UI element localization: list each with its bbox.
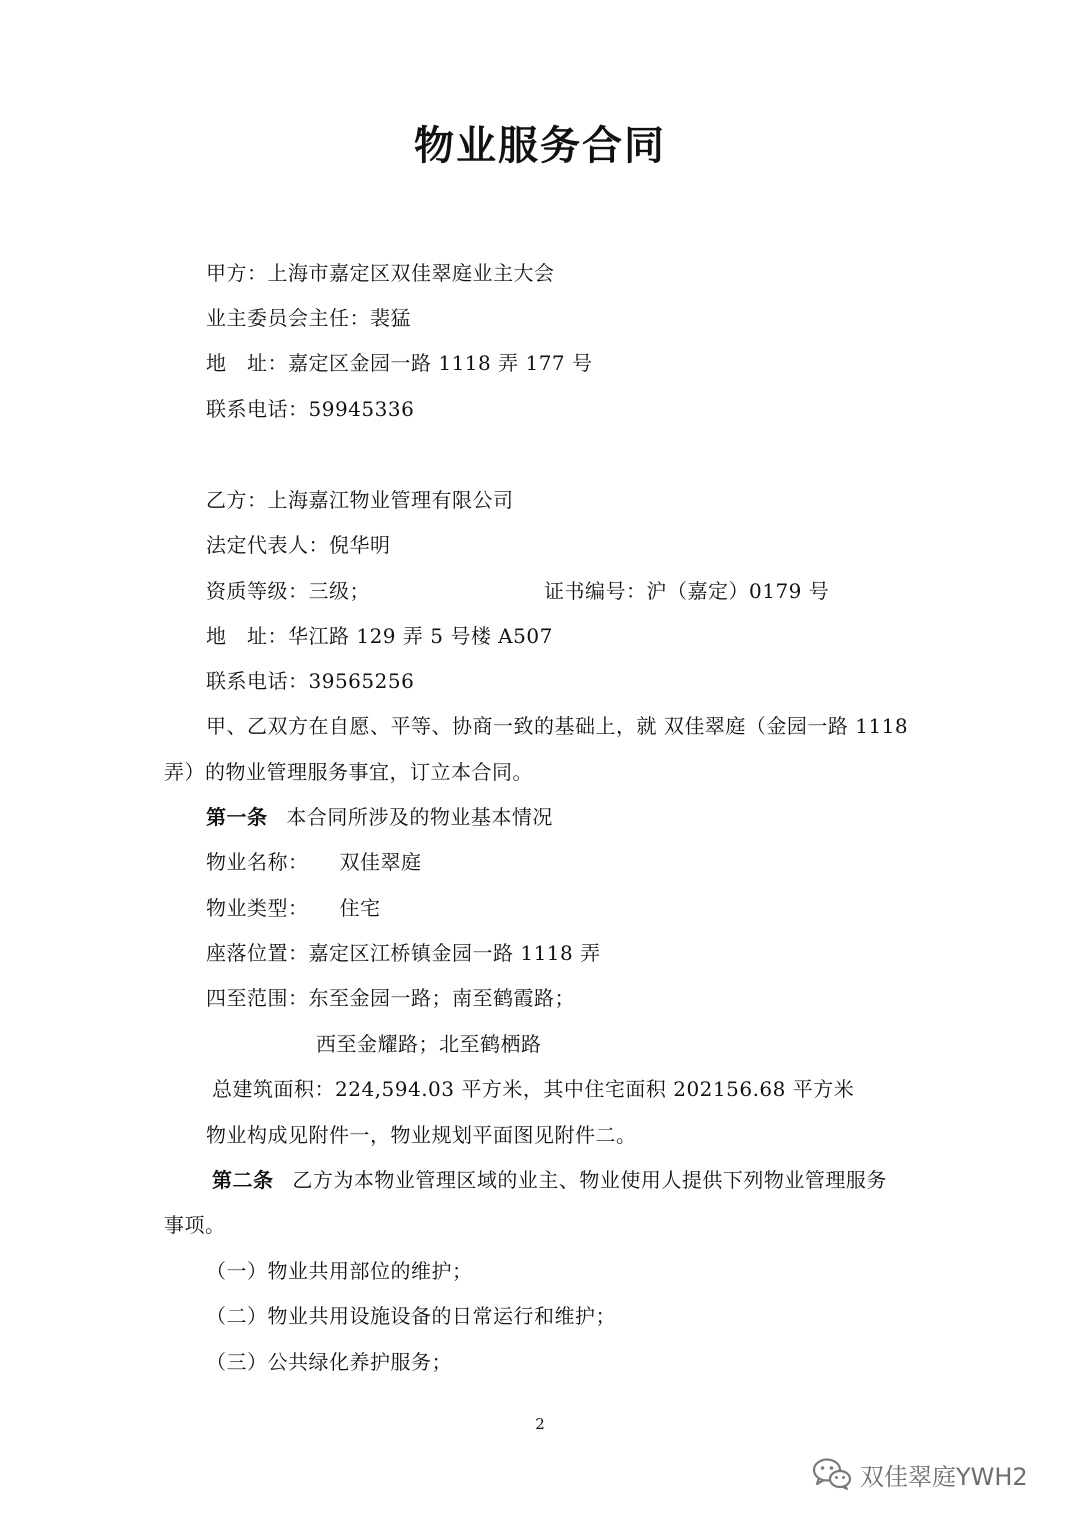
property-location: 座落位置：嘉定区江桥镇金园一路 1118 弄 xyxy=(206,941,601,965)
party-a-address: 地 址：嘉定区金园一路 1118 弄 177 号 xyxy=(206,351,593,375)
article-2-heading xyxy=(212,1165,887,1195)
service-item: （二）物业共用设施设备的日常运行和维护； xyxy=(206,1304,616,1328)
property-type: 物业类型： 住宅 xyxy=(206,896,381,920)
preamble-line-2: 弄）的物业管理服务事宜，订立本合同。 xyxy=(164,760,533,784)
preamble-line-1: 甲、乙双方在自愿、平等、协商一致的基础上，就 双佳翠庭（金园一路 1118 xyxy=(206,714,909,738)
party-b-phone: 联系电话：39565256 xyxy=(206,669,415,693)
party-b-rep: 法定代表人：倪华明 xyxy=(206,533,391,557)
party-a-name: 甲方：上海市嘉定区双佳翠庭业主大会 xyxy=(206,261,555,285)
property-bounds-1: 四至范围：东至金园一路；南至鹤霞路； xyxy=(206,986,575,1010)
page-title: 物业服务合同 xyxy=(414,122,666,169)
wechat-watermark xyxy=(812,1452,1028,1496)
party-b-grade: 资质等级：三级； xyxy=(206,579,370,603)
party-b-cert: 证书编号：沪（嘉定）0179 号 xyxy=(544,579,830,603)
page-number: 2 xyxy=(535,1415,545,1433)
party-a-chair: 业主委员会主任：裴猛 xyxy=(206,306,411,330)
property-area: 总建筑面积：224,594.03 平方米，其中住宅面积 202156.68 平方米 xyxy=(212,1077,855,1101)
article-2-text-cont: 事项。 xyxy=(164,1213,226,1237)
property-annex: 物业构成见附件一，物业规划平面图见附件二。 xyxy=(206,1123,637,1147)
article-1-text: 本合同所涉及的物业基本情况 xyxy=(286,805,553,829)
party-a-phone: 联系电话：59945336 xyxy=(206,397,415,421)
service-item: （三）公共绿化养护服务； xyxy=(206,1350,452,1374)
wechat-icon xyxy=(812,1457,852,1491)
article-2-text: 乙方为本物业管理区域的业主、物业使用人提供下列物业管理服务 xyxy=(292,1168,887,1192)
article-1-heading xyxy=(206,802,553,832)
service-item: （一）物业共用部位的维护； xyxy=(206,1259,473,1283)
property-bounds-2: 西至金耀路；北至鹤栖路 xyxy=(316,1032,542,1056)
article-2-label: 第二条 xyxy=(212,1168,274,1192)
property-name: 物业名称： 双佳翠庭 xyxy=(206,850,422,874)
party-b-address: 地 址：华江路 129 弄 5 号楼 A507 xyxy=(206,624,553,648)
article-1-label: 第一条 xyxy=(206,805,268,829)
party-b-name: 乙方：上海嘉江物业管理有限公司 xyxy=(206,488,514,512)
watermark-text: 双佳翠庭YWH2 xyxy=(860,1462,1028,1491)
